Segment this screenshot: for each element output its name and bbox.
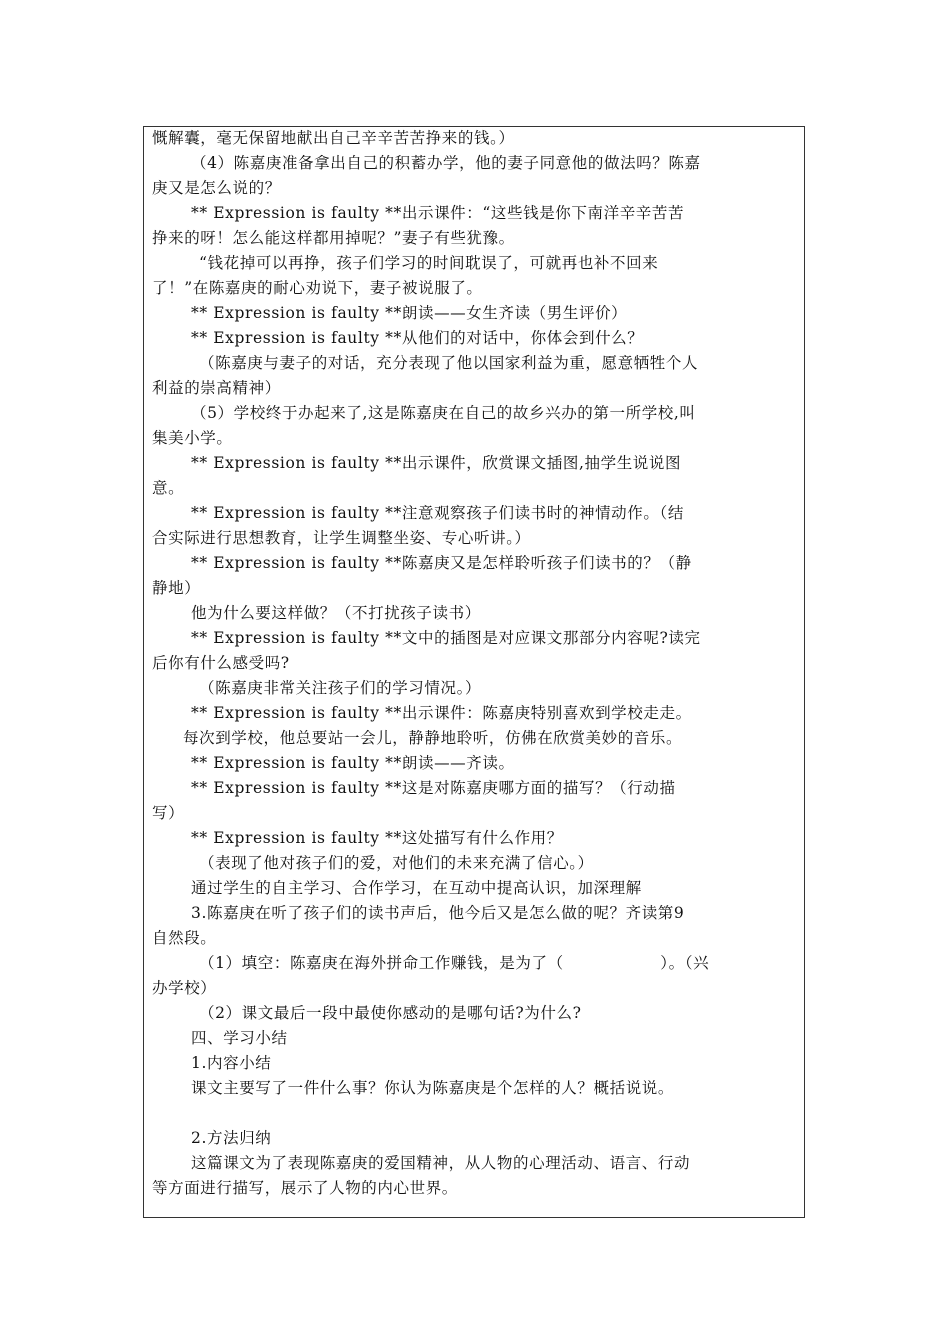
text-line: ** Expression is faulty **朗读——齐读。: [191, 754, 515, 772]
text-line: ** Expression is faulty **注意观察孩子们读书时的神情动作。（结: [191, 504, 684, 522]
text-line: ** Expression is faulty **朗读——女生齐读（男生评价）: [191, 304, 628, 322]
subsection-heading: 2.方法归纳: [191, 1129, 272, 1147]
text-line: （陈嘉庚非常关注孩子们的学习情况。）: [199, 679, 482, 697]
text-line: ** Expression is faulty **出示课件：陈嘉庚特别喜欢到学校走走。: [191, 704, 692, 722]
text-line: 每次到学校，他总要站一会儿，静静地聆听，仿佛在欣赏美妙的音乐。: [183, 729, 683, 747]
text-line: （2）课文最后一段中最使你感动的是哪句话?为什么?: [199, 1004, 582, 1022]
text-line: ** Expression is faulty **这处描写有什么作用？: [191, 829, 563, 847]
text-line: “钱花掉可以再挣，孩子们学习的时间耽误了，可就再也补不回来: [199, 254, 659, 272]
text-line: 静地）: [152, 579, 201, 597]
text-line: ** Expression is faulty **文中的插图是对应课文那部分内容呢?读完: [191, 629, 701, 647]
subsection-heading: 1.内容小结: [191, 1054, 272, 1072]
text-line: 这篇课文为了表现陈嘉庚的爱国精神，从人物的心理活动、语言、行动: [191, 1154, 691, 1172]
text-line: 庚又是怎么说的？: [152, 179, 281, 197]
text-line: 3.陈嘉庚在听了孩子们的读书声后，他今后又是怎么做的呢？齐读第9: [191, 904, 685, 922]
text-line: ** Expression is faulty **出示课件，欣赏课文插图,抽学生说说图: [191, 454, 682, 472]
text-line: 他为什么要这样做？（不打扰孩子读书）: [191, 604, 481, 622]
text-line: 写）: [152, 804, 185, 822]
section-heading: 四、学习小结: [191, 1029, 288, 1047]
text-line: 自然段。: [152, 929, 217, 947]
text-line: ** Expression is faulty **出示课件：“这些钱是你下南洋辛辛苦苦: [191, 204, 685, 222]
text-line: ** Expression is faulty **陈嘉庚又是怎样聆听孩子们读书的？（静: [191, 554, 692, 572]
text-line: 集美小学。: [152, 429, 233, 447]
text-line: 慨解囊，毫无保留地献出自己辛辛苦苦挣来的钱。）: [152, 129, 515, 147]
text-line: 后你有什么感受吗?: [152, 654, 290, 672]
text-line: （表现了他对孩子们的爱，对他们的未来充满了信心。）: [199, 854, 594, 872]
text-line: 合实际进行思想教育，让学生调整坐姿、专心听讲。）: [152, 529, 531, 547]
text-line: （1）填空：陈嘉庚在海外拼命工作赚钱，是为了（ ）。（兴: [199, 954, 710, 972]
text-line: ** Expression is faulty **这是对陈嘉庚哪方面的描写？（行动描: [191, 779, 676, 797]
text-line: （5）学校终于办起来了,这是陈嘉庚在自己的故乡兴办的第一所学校,叫: [191, 404, 696, 422]
text-line: 了！”在陈嘉庚的耐心劝说下，妻子被说服了。: [152, 279, 483, 297]
text-line: 挣来的呀！怎么能这样都用掉呢？”妻子有些犹豫。: [152, 229, 515, 247]
text-line: 办学校）: [152, 979, 217, 997]
text-line: 意。: [152, 479, 185, 497]
text-line: 课文主要写了一件什么事？你认为陈嘉庚是个怎样的人？概括说说。: [191, 1079, 675, 1097]
text-line: ** Expression is faulty **从他们的对话中，你体会到什么？: [191, 329, 644, 347]
text-line: 通过学生的自主学习、合作学习，在互动中提高认识，加深理解: [191, 879, 642, 897]
text-line: 等方面进行描写，展示了人物的内心世界。: [152, 1179, 458, 1197]
text-line: （陈嘉庚与妻子的对话，充分表现了他以国家利益为重，愿意牺牲个人: [199, 354, 699, 372]
text-line: 利益的崇高精神）: [152, 379, 281, 397]
text-line: （4）陈嘉庚准备拿出自己的积蓄办学，他的妻子同意他的做法吗？陈嘉: [191, 154, 701, 172]
